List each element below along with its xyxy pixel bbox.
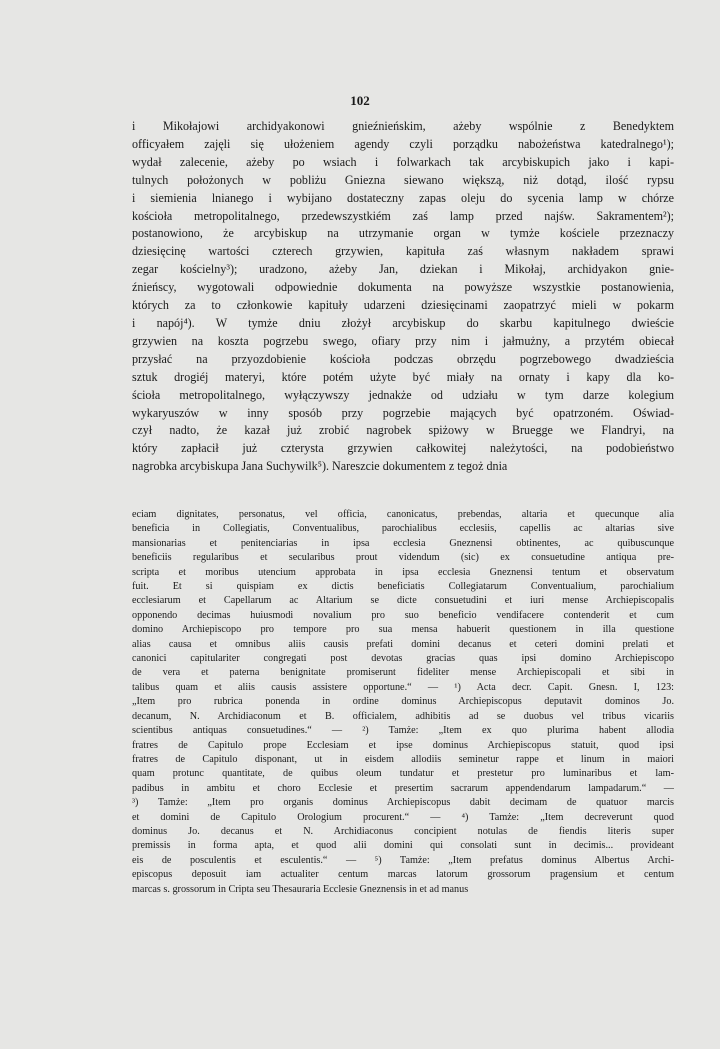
text-line: zegar kościelny³); uradzono, ażeby Jan, dziekan i Mikołaj, archidyakon gnie-: [132, 262, 674, 277]
footnote-line: scientibus antiquas consuetudines.“ — ²) Tamże: „Item ex quo plurima habent allodia: [132, 725, 674, 737]
footnote-line: talibus quam et aliis causis assistere opportune.“ — ¹) Acta decr. Capit. Gnesn. I, 123:: [132, 681, 674, 693]
footnote-line: fratres de Capitulo disponant, ut in eisdem allodiis seminetur rappe et linum in maiori: [132, 753, 674, 765]
text-line: wykaryuszów w inny sposób przy pogrzebie mających być opatrzoném. Oświad-: [132, 405, 674, 420]
footnote-line: dominus Jo. decanus et N. Archidiaconus concipient notulas de fiendis literis super: [132, 825, 674, 837]
footnote-line: eis de posculentis et esculentis.“ — ⁵) Tamże: „Item prefatus dominus Albertus Archi-: [132, 854, 674, 866]
text-line: sztuk drogiéj materyi, które potém użyte być miały na ornaty i kapy dla ko-: [132, 369, 674, 384]
footnote-line: mansionarias et penitenciarias in ipsa ecclesia Gneznensi obtinentes, ac quibuscunque: [132, 537, 674, 549]
text-line: grzywien na koszta pogrzebu swego, ofiary przy nim i jałmużny, a przytém obiecał: [132, 333, 674, 348]
footnote-line: fratres de Capitulo prope Ecclesiam et ipse dominus Archiepiscopus statuit, quod ipsi: [132, 739, 674, 751]
footnote-line: fuit. Et si quispiam ex dictis beneficiatis Collegiatarum Conventualium, parochialium: [132, 581, 674, 593]
footnote-line: domino Archiepiscopo pro tempore pro sua mensa habuerit questionem in illa questione: [132, 624, 674, 636]
text-line: postanowiono, że arcybiskup na utrzymanie organ w tymże kościele przeznaczy: [132, 226, 674, 241]
footnote-line: beneficia in Collegiatis, Conventualibus, parochialibus ecclesiis, capellis ac altarias sive: [132, 523, 674, 535]
footnote-line: canonici capitulariter congregati post devotas gracias quas ipsi domino Archiepiscopo: [132, 653, 674, 665]
text-line: nagrobka arcybiskupa Jana Suchywilk⁵). Nareszcie dokumentem z tegoż dnia: [132, 459, 508, 474]
footnote-line: marcas s. grossorum in Cripta seu Thesauraria Ecclesie Gneznensis in et ad manus: [132, 883, 469, 895]
footnote-line: opponendo decimas huiusmodi novalium pro suo beneficio vendifacere contenderit et cum: [132, 609, 674, 621]
text-line: wydał zalecenie, ażeby po wsiach i folwarkach tak arcybiskupich jako i kapi-: [132, 154, 674, 169]
footnote-line: de vera et paterna benignitate promiserunt fideliter mense Archiepiscopali et sibi in: [132, 667, 674, 679]
text-line: kościoła metropolitalnego, przedewszystkiém zaś lamp przed najśw. Sakramentem²);: [132, 208, 674, 223]
footnote-line: padibus in ambitu et choro Ecclesie et presertim sacrarum appendendarum lampadarum.“ —: [132, 782, 674, 794]
main-text-body: [132, 118, 674, 476]
text-line: ścioła metropolitalnego, wyłączywszy jednakże od udziału w tym darze kolegium: [132, 387, 674, 402]
footnote-line: ³) Tamże: „Item pro organis dominus Archiepiscopus dabit decimam de quatuor marcis: [132, 797, 674, 809]
text-line: i Mikołajowi archidyakonowi gnieźnieńskim, ażeby wspólnie z Benedyktem: [132, 119, 674, 133]
text-line: który zapłacił już czterysta grzywien całkowitej należytości, na podobieństwo: [132, 441, 674, 456]
footnote-line: „Item pro rubrica ponenda in ordine dominus Archiepiscopus deputavit dominos Jo.: [132, 696, 674, 708]
footnote-line: alias causa et omnibus aliis causis prefati domini decanus et ceteri domini prelati et: [132, 638, 674, 650]
footnote-line: et domini de Capitulo Orologium procurent.“ — ⁴) Tamże: „Item decreverunt quod: [132, 811, 674, 823]
text-line: których za to członkowie kapituły udarzeni dziesięcinami zaopatrzyć mieli w pokarm: [132, 298, 674, 313]
footnote-line: quam protunc quantitate, de quibus oleum tundatur et prestetur pro luminaribus et lam-: [132, 768, 674, 780]
footnote-line: episcopus deposuit iam actualiter centum marcas latorum grossorum pragensium et centum: [132, 869, 674, 881]
text-line: dziesięcinę wartości czterech grzywien, kapituła zaś własnym nakładem sprawi: [132, 244, 674, 259]
text-line: i siemienia lnianego i wybijano dostateczny zapas oleju do sycenia lamp w chórze: [132, 190, 674, 205]
text-line: czył nadto, że kazał już zrobić nagrobek spiżowy w Bruegge we Flandryi, na: [132, 423, 674, 438]
text-line: źnieńscy, wygotowali odpowiednie dokumenta na powyższe wszystkie postanowienia,: [132, 280, 674, 295]
text-line: przysłać na przyozdobienie kościoła podczas obrzędu pogrzebowego dwadzieścia: [132, 351, 674, 366]
footnote-line: ecclesiarum et Capellarum ac Altarium se dicte consuetudini et iuri mense Archiepiscopalis: [132, 595, 674, 607]
footnote-line: scripta et moribus utencium approbata in ipsa ecclesia Gneznensi tentum et observatum: [132, 566, 674, 578]
page-number: 102: [350, 93, 370, 108]
footnotes-block: [132, 508, 674, 897]
text-line: tulnych położonych w pobliżu Gniezna siewano większą, niż dotąd, ilość rypsu: [132, 172, 674, 187]
footnote-line: eciam dignitates, personatus, vel officia, canonicatus, prebendas, altaria et quecunque alia: [132, 509, 674, 520]
footnote-line: beneficiis regularibus et secularibus prout videndum (sic) ex consuetudine antiqua pre-: [132, 552, 674, 564]
text-line: i napój⁴). W tymże dniu złożył arcybiskup do skarbu kapitulnego dwieście: [132, 315, 674, 330]
footnote-line: premissis in forma apta, et quod alii domini qui consolati sunt in decimis... provideant: [132, 840, 674, 852]
footnote-line: decanum, N. Archidiaconum et B. officialem, adhibitis ad se duobus vel tribus vicariis: [132, 710, 674, 722]
text-line: officyałem zajęli się ułożeniem agendy czyli porządku nabożeństwa katedralnego¹);: [132, 136, 674, 151]
